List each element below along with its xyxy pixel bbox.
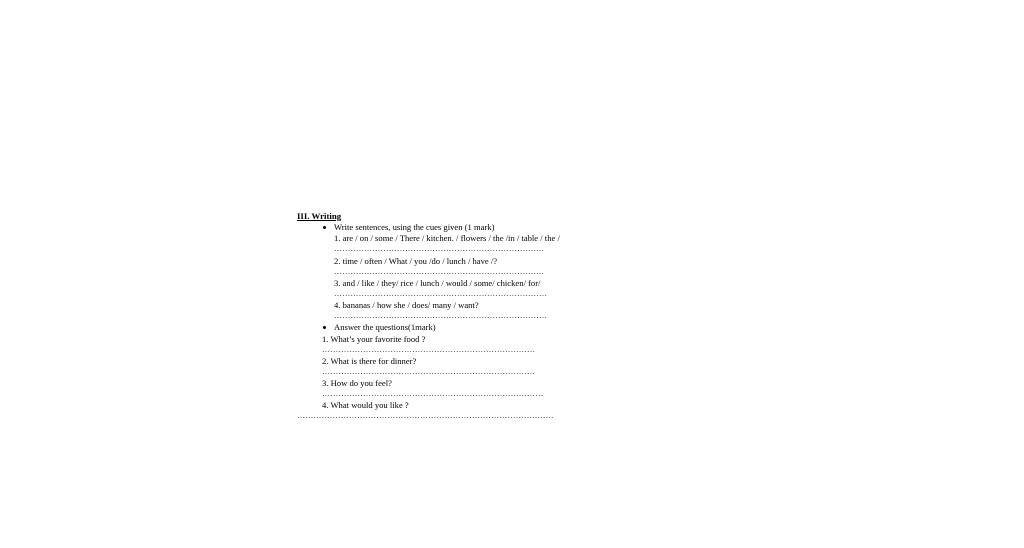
part2-question-4: 4. What would you like ? xyxy=(322,400,409,410)
part1-item-4: 4. bananas / how she / does/ many / want? xyxy=(334,300,479,310)
part2-question-1: 1. What’s your favorite food ? xyxy=(322,334,426,344)
bullet-part1 xyxy=(323,226,326,229)
part1-answer-line-2: ………………………………………………………………….. xyxy=(334,267,544,276)
part2-answer-line-4: …………………………………………………………………………………. xyxy=(297,411,554,420)
part1-item-3: 3. and / like / they/ rice / lunch / would / some/ chicken/ for/ xyxy=(334,278,541,288)
part1-instruction: Write sentences, using the cues given (1 mark) xyxy=(334,222,495,232)
part2-answer-line-1: …………………………………………………………………… xyxy=(322,345,536,354)
section-heading: III. Writing xyxy=(297,211,342,221)
bullet-part2 xyxy=(323,326,326,329)
part1-answer-line-3: …………………………………………………………………… xyxy=(334,289,548,298)
part2-question-3: 3. How do you feel? xyxy=(322,378,392,388)
part2-answer-line-3: ……………………………………………………………………… xyxy=(322,389,544,398)
part1-answer-line-1: ………………………………………………………………….. xyxy=(334,244,544,253)
part1-answer-line-4: …………………………………………………………………… xyxy=(334,311,548,320)
part2-instruction: Answer the questions(1mark) xyxy=(334,322,436,332)
part1-item-2: 2. time / often / What / you /do / lunch / have /? xyxy=(334,256,498,266)
part2-answer-line-2: …………………………………………………………………… xyxy=(322,367,536,376)
part2-question-2: 2. What is there for dinner? xyxy=(322,356,417,366)
part1-item-1: 1. are / on / some / There / kitchen. / flowers / the /in / table / the / xyxy=(334,233,560,243)
